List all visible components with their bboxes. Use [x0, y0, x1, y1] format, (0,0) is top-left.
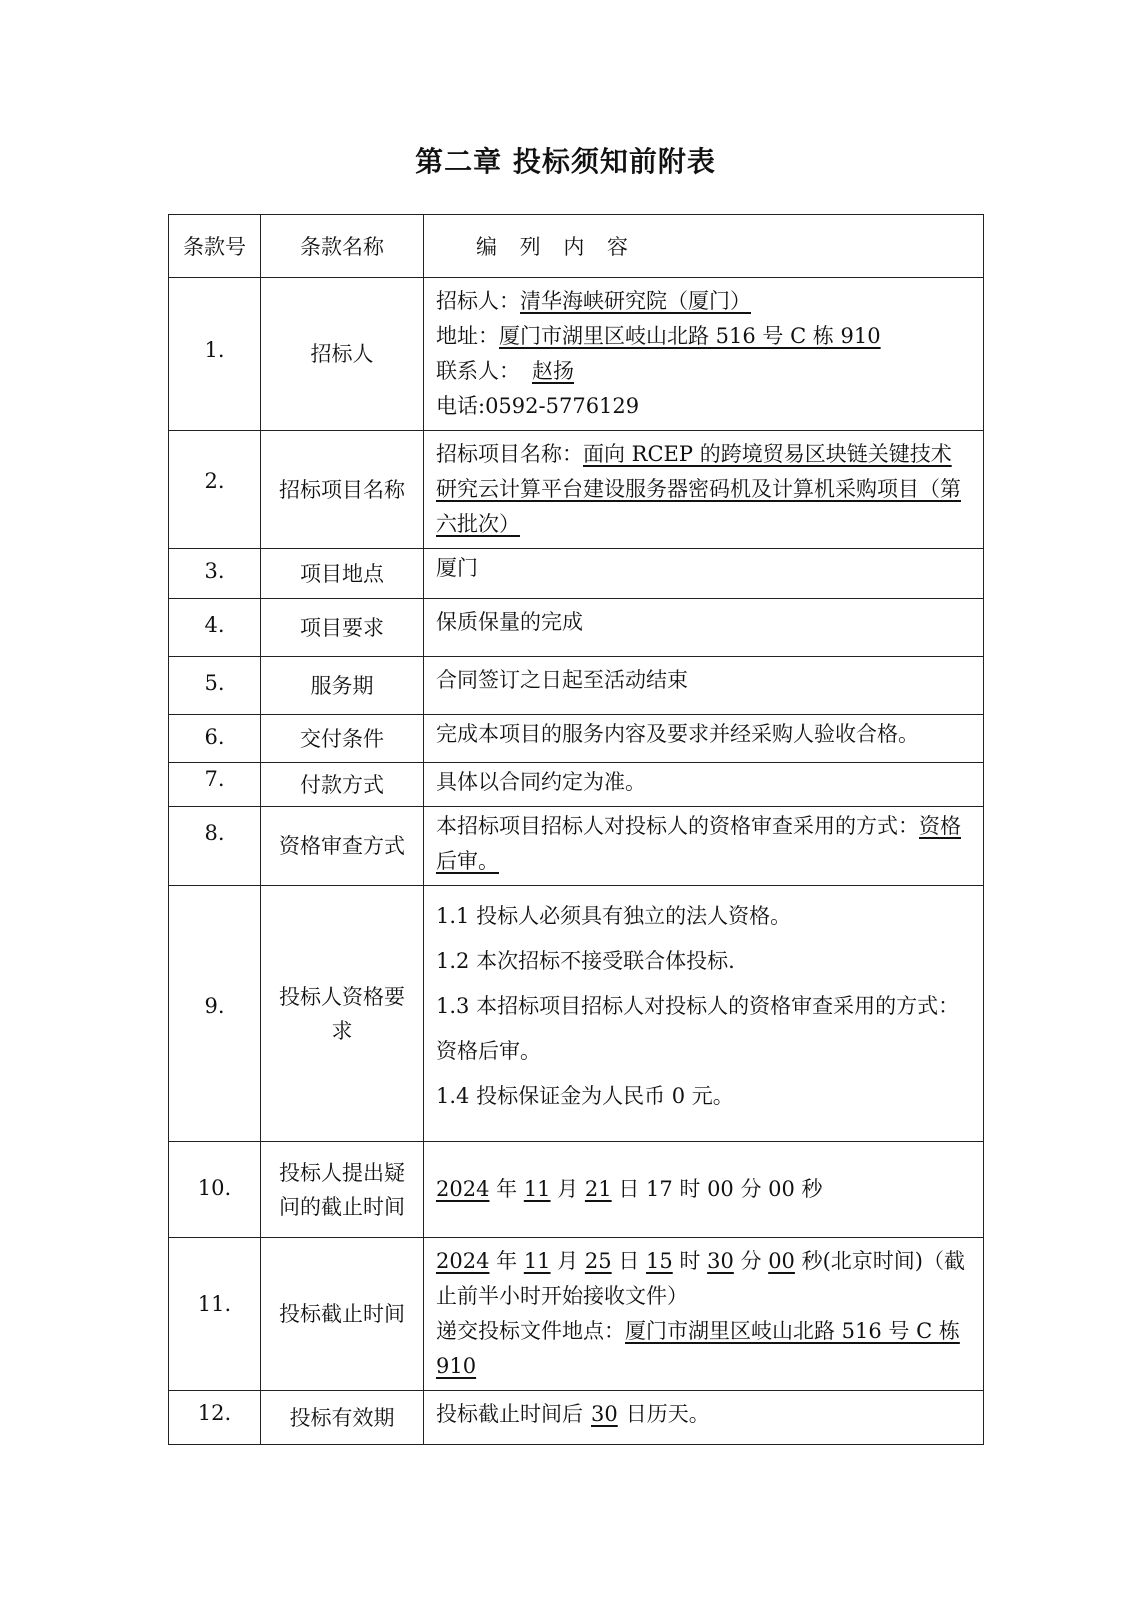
submission-place-label: 递交投标文件地点：: [436, 1319, 625, 1343]
clause-name: 付款方式: [261, 763, 424, 807]
clause-name: 投标截止时间: [261, 1238, 424, 1391]
clause-name: 交付条件: [261, 715, 424, 763]
deadline-suffix: 秒(北京时间)（截止前半小时开始接收文件）: [436, 1249, 965, 1308]
list-item: 1.3 本招标项目招标人对投标人的资格审查采用的方式：资格后审。: [436, 994, 960, 1063]
clause-name: 招标人: [261, 278, 424, 431]
clause-number: 1.: [169, 278, 261, 431]
header-content: 编 列 内 容: [424, 215, 984, 278]
table-row: [169, 549, 984, 599]
clause-content: 厦门: [424, 549, 984, 599]
validity-prefix: 投标截止时间后: [436, 1402, 583, 1426]
clause-number: 11.: [169, 1238, 261, 1391]
page-title: 第二章 投标须知前附表: [415, 145, 716, 178]
hour-value: 15: [646, 1249, 673, 1273]
month-value: 11: [523, 1249, 551, 1273]
clause-number: 6.: [169, 715, 261, 763]
clause-name: 投标人提出疑问的截止时间: [261, 1142, 424, 1238]
second-value: 00: [768, 1249, 795, 1273]
clause-name: 资格审查方式: [261, 807, 424, 886]
project-name-value: 面向 RCEP 的跨境贸易区块链关键技术研究云计算平台建设服务器密码机及计算机采购项目（第六批次）: [436, 442, 961, 536]
header-clause-number: 条款号: [169, 215, 261, 278]
table-row: [169, 657, 984, 715]
clause-content: [424, 431, 984, 549]
minute-value: 30: [707, 1249, 734, 1273]
address-value: 厦门市湖里区岐山北路 516 号 C 栋 910: [499, 324, 881, 348]
clause-content: 保质保量的完成: [424, 599, 984, 657]
clause-number: 10.: [169, 1142, 261, 1238]
table-row: [169, 715, 984, 763]
year-value: 2024: [436, 1249, 490, 1273]
clause-content: [424, 886, 984, 1142]
table-row: [169, 1142, 984, 1238]
time-rest: 日 17 时 00 分 00 秒: [618, 1177, 823, 1201]
clause-content: 完成本项目的服务内容及要求并经采购人验收合格。: [424, 715, 984, 763]
table-header-row: [169, 215, 984, 278]
table-row: [169, 763, 984, 807]
table-row: [169, 1391, 984, 1445]
clause-number: 4.: [169, 599, 261, 657]
qualification-method-value: 资格后审。: [436, 814, 961, 873]
clause-number: 2.: [169, 431, 261, 549]
clause-name: 招标项目名称: [261, 431, 424, 549]
validity-suffix: 日历天。: [625, 1402, 710, 1426]
clause-number: 7.: [169, 763, 261, 807]
table-row: [169, 1238, 984, 1391]
contact-value: 赵扬: [532, 359, 574, 383]
clause-content: 合同签订之日起至活动结束: [424, 657, 984, 715]
tenderer-label: 招标人：: [436, 289, 520, 313]
clause-content: 2024 年 11 月 25 日 15 时 30 分 00 秒(北京时间)（截止前半小时开始接收文件） 递交投标文件地点：厦门市湖里区岐山北路 516 号 C 栋 910: [424, 1238, 984, 1391]
clause-name: 服务期: [261, 657, 424, 715]
validity-days: 30: [591, 1402, 618, 1426]
month-value: 11: [523, 1177, 551, 1201]
table-row: [169, 599, 984, 657]
day-value: 21: [584, 1177, 612, 1201]
clause-number: 8.: [169, 807, 261, 886]
clause-number: 12.: [169, 1391, 261, 1445]
table-row: [169, 807, 984, 886]
project-name-label: 招标项目名称：: [436, 442, 583, 466]
list-item: 1.1 投标人必须具有独立的法人资格。: [436, 904, 792, 928]
clause-content: [424, 1391, 984, 1445]
list-item: 1.2 本次招标不接受联合体投标.: [436, 949, 735, 973]
address-label: 地址：: [436, 324, 499, 348]
year-value: 2024: [436, 1177, 490, 1201]
phone-text: 电话:0592-5776129: [436, 394, 640, 418]
tenderer-value: 清华海峡研究院（厦门）: [520, 289, 751, 313]
clause-content: 具体以合同约定为准。: [424, 763, 984, 807]
clause-name: 项目要求: [261, 599, 424, 657]
qualification-method-text: 本招标项目招标人对投标人的资格审查采用的方式：: [436, 814, 919, 838]
clause-number: 5.: [169, 657, 261, 715]
clause-content: [424, 807, 984, 886]
clause-number: 3.: [169, 549, 261, 599]
clause-name: 投标人资格要求: [261, 886, 424, 1142]
list-item: 1.4 投标保证金为人民币 0 元。: [436, 1084, 734, 1108]
clause-number: 9.: [169, 886, 261, 1142]
bid-notice-table: [168, 214, 984, 1445]
table-row: [169, 278, 984, 431]
clause-content: 2024 年 11 月 21 日 17 时 00 分 00 秒: [424, 1142, 984, 1238]
clause-content: [424, 278, 984, 431]
clause-name: 投标有效期: [261, 1391, 424, 1445]
table-row: [169, 431, 984, 549]
table-row: [169, 886, 984, 1142]
day-value: 25: [584, 1249, 612, 1273]
contact-label: 联系人：: [436, 359, 520, 383]
header-clause-name: 条款名称: [261, 215, 424, 278]
submission-place-value: 厦门市湖里区岐山北路 516 号 C 栋 910: [436, 1319, 960, 1378]
clause-name: 项目地点: [261, 549, 424, 599]
